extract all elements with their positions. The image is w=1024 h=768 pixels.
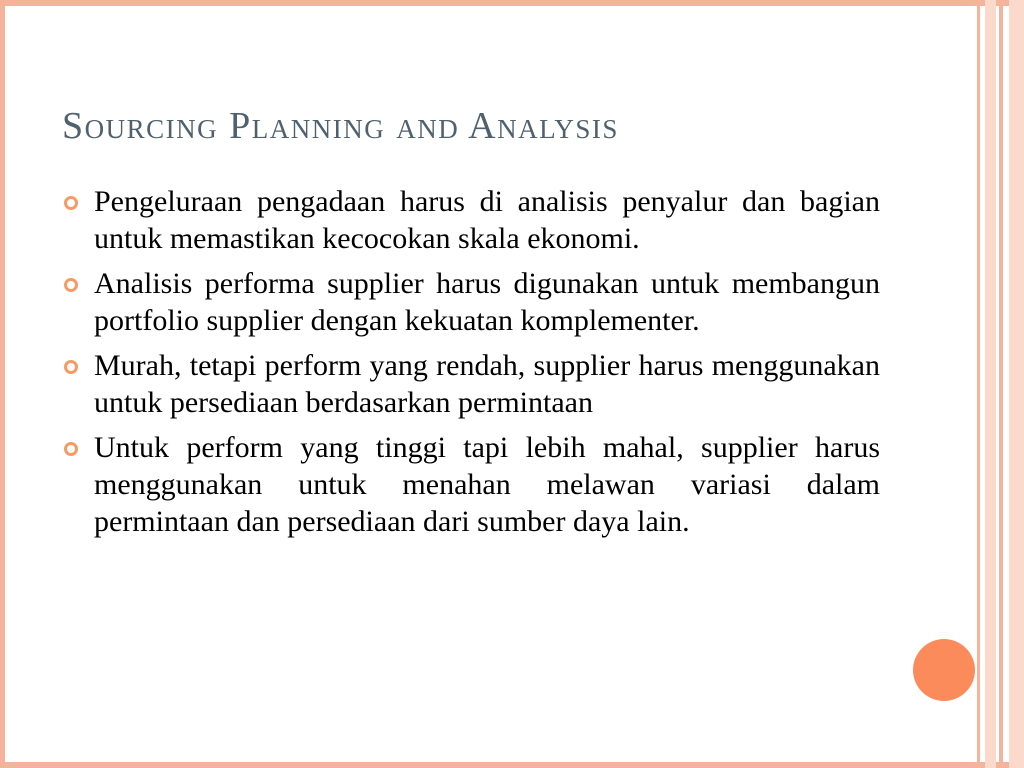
frame-bottom-border bbox=[0, 762, 1024, 768]
bullet-item bbox=[62, 347, 880, 421]
decorative-stripe bbox=[999, 0, 1003, 768]
decorative-circle bbox=[913, 639, 975, 701]
decorative-stripe bbox=[977, 0, 980, 768]
bullet-item bbox=[62, 265, 880, 339]
bullet-circle-icon bbox=[64, 360, 78, 374]
frame-top-border bbox=[0, 0, 1024, 6]
bullet-circle-icon bbox=[64, 278, 78, 292]
bullet-text: Pengeluraan pengadaan harus di analisis penyalur dan bagian untuk memastikan kecocokan skala ekonomi. bbox=[94, 185, 880, 255]
slide-title: Sourcing Planning and Analysis bbox=[62, 105, 619, 147]
bullet-item bbox=[62, 429, 880, 540]
bullet-text: Analisis performa supplier harus digunakan untuk membangun portfolio supplier dengan kekuatan komplementer. bbox=[94, 267, 880, 337]
bullet-item bbox=[62, 183, 880, 257]
bullet-circle-icon bbox=[64, 196, 78, 210]
bullet-list bbox=[62, 183, 880, 548]
decorative-stripe bbox=[1009, 0, 1024, 768]
bullet-text: Murah, tetapi perform yang rendah, supplier harus menggunakan untuk persediaan berdasarkan permintaan bbox=[94, 349, 880, 419]
bullet-text: Untuk perform yang tinggi tapi lebih mahal, supplier harus menggunakan untuk menahan melawan variasi dalam permintaan dan persediaan dari sumber daya lain. bbox=[94, 431, 880, 538]
frame-left-border bbox=[0, 0, 5, 768]
bullet-circle-icon bbox=[64, 442, 78, 456]
decorative-stripe bbox=[985, 0, 996, 768]
